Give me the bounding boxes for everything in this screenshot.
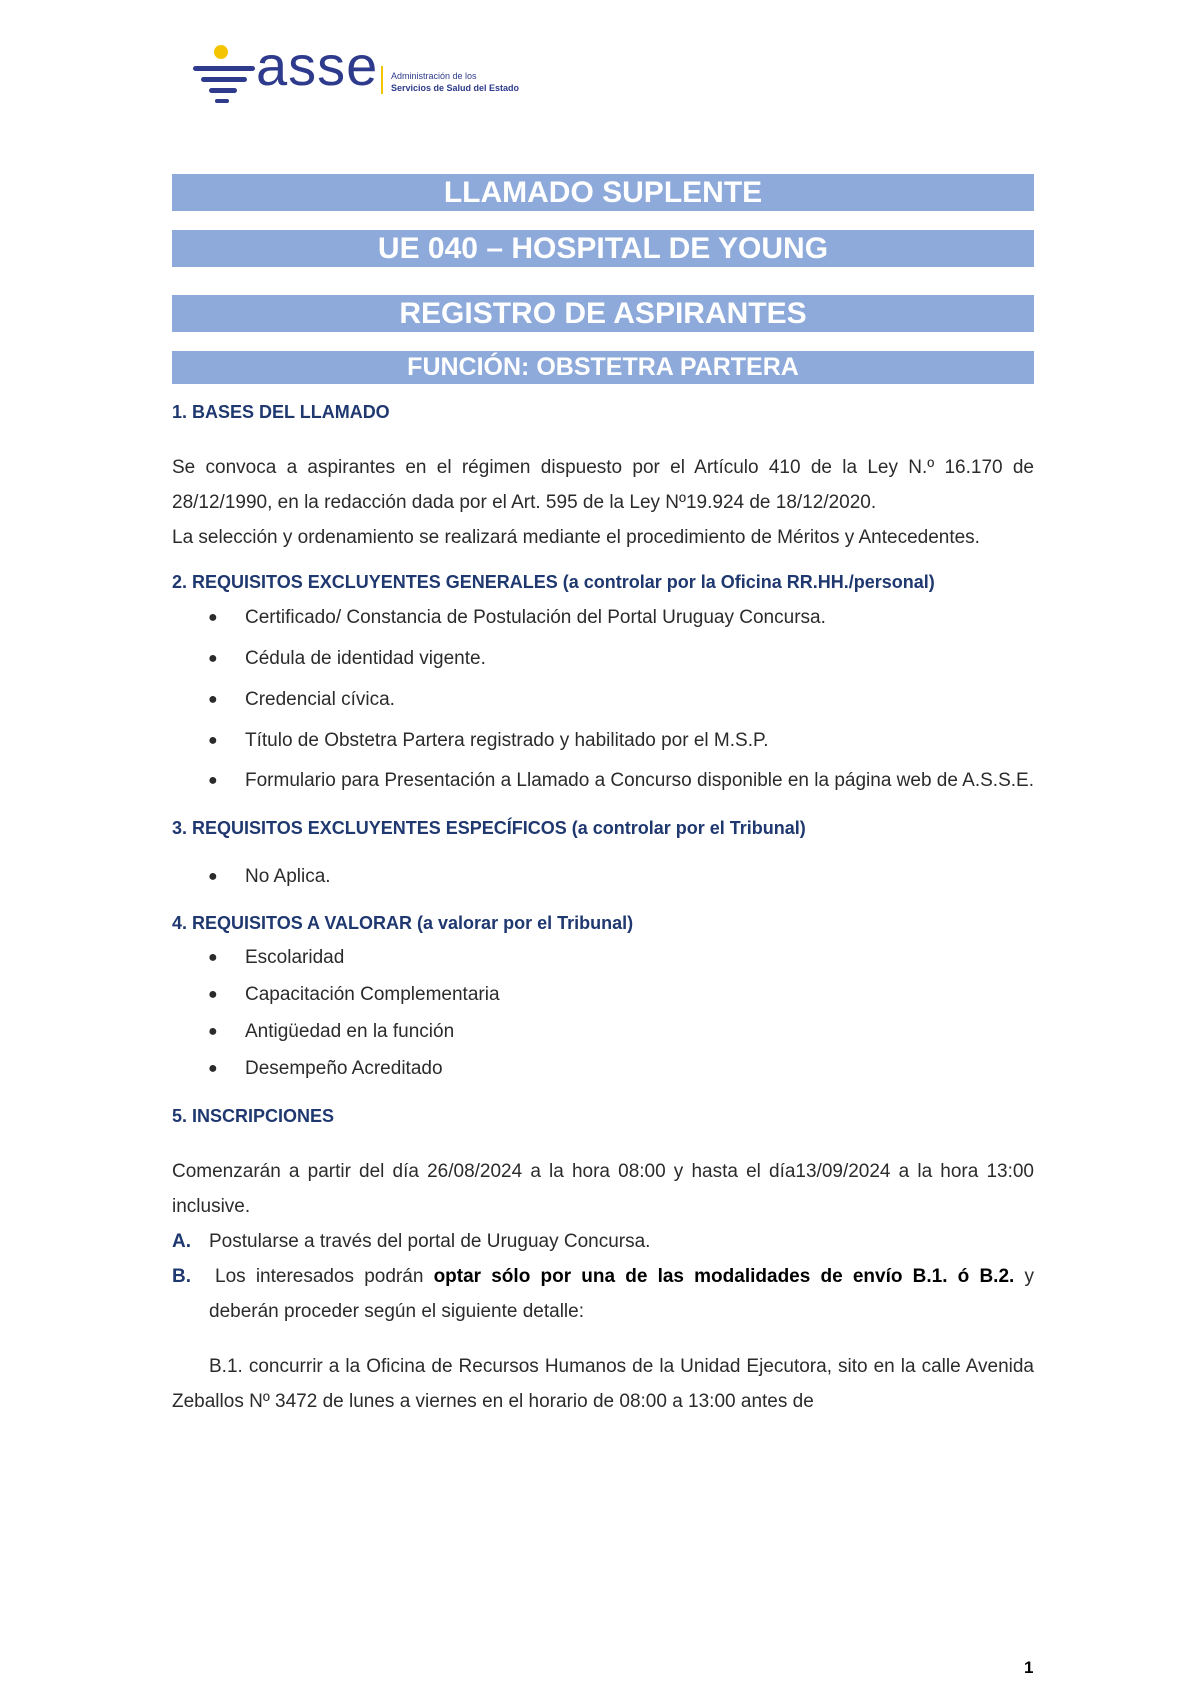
bullet-icon: ● bbox=[208, 1023, 218, 1040]
bullet-icon: ● bbox=[208, 949, 218, 966]
list-item: ● Título de Obstetra Partera registrado y habilitado por el M.S.P. bbox=[172, 722, 1034, 759]
section-5-item-b bbox=[172, 1259, 1034, 1329]
section-4-heading: 4. REQUISITOS A VALORAR (a valorar por el Tribunal) bbox=[172, 913, 634, 933]
logo-subtitle-line2: Servicios de Salud del Estado bbox=[391, 83, 520, 93]
banner-function: FUNCIÓN: OBSTETRA PARTERA bbox=[172, 351, 1034, 384]
bullet-icon: ● bbox=[208, 868, 218, 885]
bullet-icon: ● bbox=[208, 986, 218, 1003]
section-5-b1-paragraph: B.1. concurrir a la Oficina de Recursos Humanos de la Unidad Ejecutora, sito en la calle Avenida Zeballos Nº 3472 de lunes a viernes en el horario de 08:00 a 13:00 antes de bbox=[172, 1356, 1034, 1412]
list-item: ● Capacitación Complementaria bbox=[172, 976, 1034, 1013]
section-5-paragraph-1: Comenzarán a partir del día 26/08/2024 a la hora 08:00 y hasta el día13/09/2024 a la hora 13:00 inclusive. bbox=[172, 1161, 1034, 1217]
banner-unit: UE 040 – HOSPITAL DE YOUNG bbox=[172, 230, 1034, 267]
item-b-text-pre: Los interesados podrán bbox=[215, 1266, 434, 1287]
document-body bbox=[172, 400, 1034, 1419]
section-1-paragraph-2: La selección y ordenamiento se realizará mediante el procedimiento de Méritos y Antecedentes. bbox=[172, 527, 980, 548]
list-item: ● Certificado/ Constancia de Postulación del Portal Uruguay Concursa. bbox=[172, 599, 1034, 636]
logo-separator bbox=[381, 66, 383, 94]
item-a-label: A. bbox=[172, 1231, 191, 1252]
section-5-heading: 5. INSCRIPCIONES bbox=[172, 1106, 335, 1126]
list-item: ● Escolaridad bbox=[172, 939, 1034, 976]
banner-registry: REGISTRO DE ASPIRANTES bbox=[172, 295, 1034, 332]
list-item: ● Credencial cívica. bbox=[172, 681, 1034, 718]
logo-wordmark: asse bbox=[256, 34, 379, 97]
asse-logo bbox=[193, 34, 533, 106]
page-number: 1 bbox=[1024, 1658, 1034, 1677]
section-4-list bbox=[172, 939, 1034, 1087]
bullet-icon: ● bbox=[208, 772, 218, 789]
section-3-list bbox=[172, 858, 1034, 895]
bullet-icon: ● bbox=[208, 650, 218, 667]
section-2-list bbox=[172, 599, 1034, 799]
logo-subtitle bbox=[391, 70, 519, 94]
section-3-heading: 3. REQUISITOS EXCLUYENTES ESPECÍFICOS (a controlar por el Tribunal) bbox=[172, 818, 806, 838]
banner-title: LLAMADO SUPLENTE bbox=[172, 174, 1034, 211]
item-b-label: B. bbox=[172, 1266, 191, 1287]
section-2-heading: 2. REQUISITOS EXCLUYENTES GENERALES (a controlar por la Oficina RR.HH./personal) bbox=[172, 572, 935, 592]
bullet-icon: ● bbox=[208, 1060, 218, 1077]
bullet-icon: ● bbox=[208, 609, 218, 626]
item-a-text: Postularse a través del portal de Uruguay Concursa. bbox=[209, 1231, 651, 1252]
list-item: ● Desempeño Acreditado bbox=[172, 1050, 1034, 1087]
bullet-icon: ● bbox=[208, 732, 218, 749]
asse-emblem-icon bbox=[193, 44, 255, 104]
section-1-paragraph-1: Se convoca a aspirantes en el régimen dispuesto por el Artículo 410 de la Ley N.º 16.170 de 28/12/1990, en la redacción dada por el Art. 595 de la Ley Nº19.924 de 18/12/2020. bbox=[172, 457, 1034, 513]
list-item: ● No Aplica. bbox=[172, 858, 1034, 895]
section-1-heading: 1. BASES DEL LLAMADO bbox=[172, 402, 390, 422]
logo-subtitle-line1: Administración de los bbox=[391, 71, 477, 81]
bullet-icon: ● bbox=[208, 691, 218, 708]
item-b-text-post: y deberán proceder según el siguiente detalle: bbox=[209, 1266, 1034, 1322]
item-b-text-bold: optar sólo por una de las modalidades de envío B.1. ó B.2. bbox=[433, 1266, 1015, 1287]
list-item: ● Cédula de identidad vigente. bbox=[172, 640, 1034, 677]
list-item: ● Formulario para Presentación a Llamado a Concurso disponible en la página web de A.S.S.E. bbox=[172, 763, 1034, 799]
list-item: ● Antigüedad en la función bbox=[172, 1013, 1034, 1050]
section-5-item-a bbox=[172, 1224, 1034, 1259]
